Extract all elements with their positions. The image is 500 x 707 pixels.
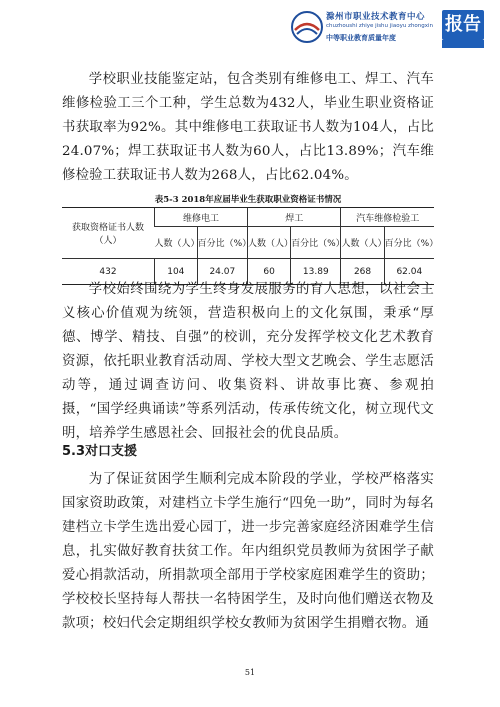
table-subheader: 百分比（%）	[197, 227, 247, 259]
table-cell: 24.07	[197, 259, 247, 285]
org-name-cn: 滁州市职业技术教育中心	[326, 12, 426, 22]
table-subheader: 百分比（%）	[291, 227, 341, 259]
certificate-table	[62, 207, 439, 285]
report-subtitle: 中等职业教育质量年度	[326, 34, 396, 42]
report-header	[290, 6, 495, 54]
table-subheader: 百分比（%）	[384, 227, 434, 259]
table-subheader: 人数（人）	[155, 227, 198, 259]
table-subheader: 人数（人）	[341, 227, 384, 259]
page-number: 51	[244, 668, 256, 677]
org-name-en: chuzhoushi zhiye jishu jiaoyu zhongxin	[326, 23, 434, 29]
paragraph-culture-education: 学校始终围绕为学生终身发展服务的育人思想，以社会主义核心价值观为统领，营造积极向上的文化氛围，秉承“厚德、博学、精技、自强”的校训，充分发挥学校文化艺术教育资源，依托职业教育活动周、学校大型文艺晚会、学生志愿活动等，通过调查访问、收集资料、讲故事比赛、参观拍摄，“国学经典诵读”等系列活动，传承传统文化，树立现代文明，培养学生感恩社会、回报社会的优良品质。	[62, 282, 434, 441]
paragraph-targeted-aid: 为了保证贫困学生顺利完成本阶段的学业，学校严格落实国家资助政策，对建档立卡学生施行“四免一助”，同时为每名建档立卡学生选出爱心园丁，进一步完善家庭经济困难学生信息，扎实做好教育扶贫工作。年内组织党员教师为贫困学子献爱心捐款活动，所捐款项全部用于学校家庭困难学生的资助；学校校长坚持每人帮扶一名特困学生，及时向他们赠送衣物及款项；校妇代会定期组织学校女教师为贫困学生捐赠衣物。通	[62, 472, 434, 631]
paragraph-skills-certification: 学校职业技能鉴定站，包含类别有维修电工、焊工、汽车维修检验工三个工种，学生总数为432人，毕业生职业资格证书获取率为92%。其中维修电工获取证书人数为104人，占比24.07%；焊工获取证书人数为60人，占比13.89%；汽车维修检验工获取证书人数为268人，占比62.04%。	[62, 72, 434, 183]
table-group-header: 维修电工	[155, 208, 248, 227]
section-heading: 5.3对口支援	[62, 444, 138, 459]
table-cell: 104	[155, 259, 198, 285]
report-badge-tail	[442, 40, 484, 48]
table-group-header: 焊工	[247, 208, 340, 227]
table-header-row-1	[62, 208, 434, 227]
table-first-col-header: 获取资格证书人数（人）	[62, 208, 155, 259]
school-logo-icon	[290, 10, 324, 44]
table-caption: 表5-3 2018年应届毕业生获取职业资格证书情况	[154, 195, 342, 205]
table-group-header: 汽车维修检验工	[341, 208, 434, 227]
table-cell: 62.04	[384, 259, 434, 285]
table-cell: 268	[341, 259, 384, 285]
table-cell: 432	[62, 259, 155, 285]
report-badge: 报告	[442, 10, 484, 40]
table-cell: 13.89	[291, 259, 341, 285]
table-cell: 60	[247, 259, 290, 285]
table-subheader: 人数（人）	[247, 227, 290, 259]
